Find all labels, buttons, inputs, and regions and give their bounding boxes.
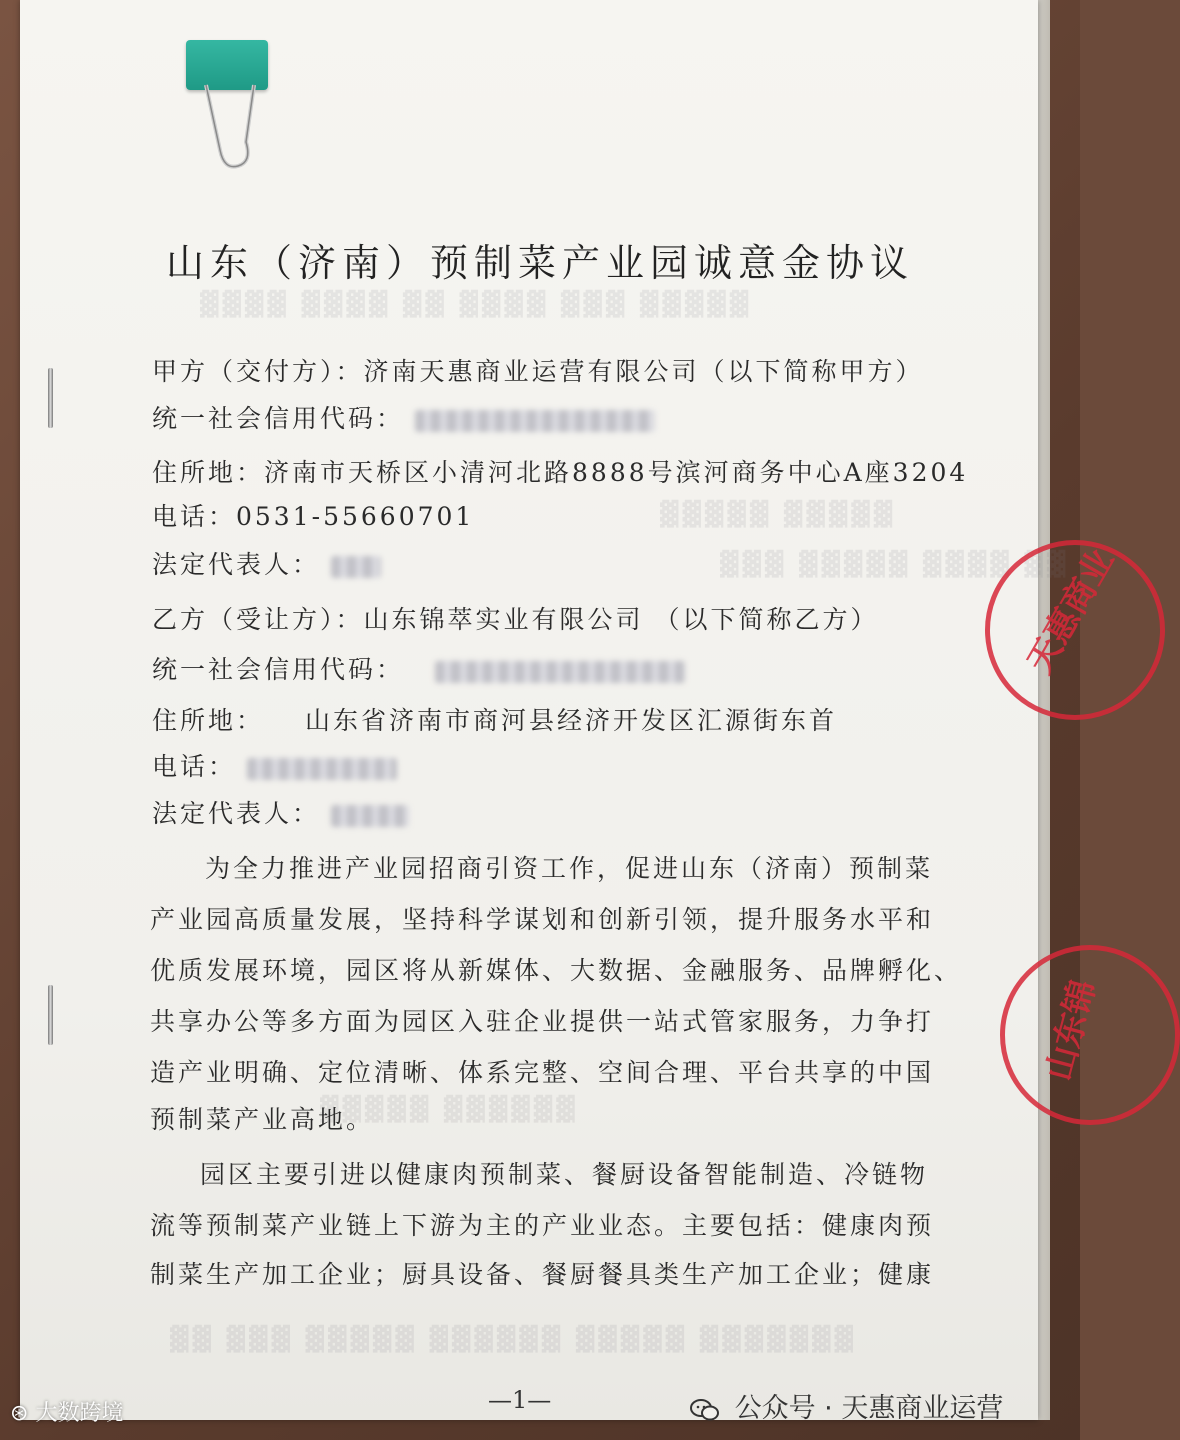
paragraph1-line: 造产业明确、定位清晰、体系完整、空间合理、平台共享的中国 xyxy=(150,1058,935,1087)
party-a-credit-code-row xyxy=(152,399,655,435)
show-through-text: ▓▓▓▓▓ ▓▓▓▓▓▓ xyxy=(320,1095,579,1123)
page-number: —1— xyxy=(488,1386,552,1414)
paragraph2-line: 流等预制菜产业链上下游为主的产业业态。主要包括：健康肉预 xyxy=(150,1211,935,1240)
party-a-address-line: 住所地：济南市天桥区小清河北路8888号滨河商务中心A座3204 xyxy=(152,458,969,487)
paragraph1-line: 优质发展环境，园区将从新媒体、大数据、金融服务、品牌孵化、 xyxy=(150,956,963,985)
redacted-representative xyxy=(331,556,381,578)
party-a-credit-code-label: 统一社会信用代码： xyxy=(152,404,405,433)
paragraph1-line: 共享办公等多方面为园区入驻企业提供一站式管家服务，力争打 xyxy=(150,1007,935,1036)
party-a-name-line: 甲方（交付方）：济南天惠商业运营有限公司（以下简称甲方） xyxy=(152,357,924,386)
redacted-phone xyxy=(247,758,397,780)
binder-clip-handle xyxy=(196,80,266,175)
party-a-phone-line: 电话：0531-55660701 xyxy=(152,502,475,531)
show-through-text: ▓▓▓▓ ▓▓▓▓ ▓▓ ▓▓▓▓ ▓▓▓ ▓▓▓▓▓ xyxy=(200,290,753,318)
paragraph1-line: 为全力推进产业园招商引资工作，促进山东（济南）预制菜 xyxy=(205,854,934,883)
paragraph2-line: 制菜生产加工企业；厨具设备、餐厨餐具类生产加工企业；健康 xyxy=(150,1260,935,1289)
source-watermark xyxy=(10,1396,123,1427)
redacted-credit-code xyxy=(435,661,685,683)
show-through-text: ▓▓▓ ▓▓▓▓▓ ▓▓▓▓ ▓▓ xyxy=(720,550,1070,578)
party-a-representative-label: 法定代表人： xyxy=(152,550,321,579)
party-b-representative-label: 法定代表人： xyxy=(152,799,321,828)
paragraph1-line: 预制菜产业高地。 xyxy=(150,1105,375,1134)
staple xyxy=(48,985,53,1045)
company-seal-top: 天惠商业 xyxy=(985,540,1165,720)
staple xyxy=(48,368,53,428)
wechat-watermark-text: 公众号 · 天惠商业运营 xyxy=(734,1393,1004,1424)
paragraph2-line: 园区主要引进以健康肉预制菜、餐厨设备智能制造、冷链物 xyxy=(200,1160,929,1189)
party-a-representative-row xyxy=(152,545,381,581)
party-b-phone-label: 电话： xyxy=(152,752,237,781)
document-title: 山东（济南）预制菜产业园诚意金协议 xyxy=(165,241,914,285)
party-b-credit-code-label: 统一社会信用代码： xyxy=(152,655,405,684)
source-watermark-text: 大数跨境 xyxy=(35,1401,124,1426)
party-b-name-line: 乙方（受让方）：山东锦萃实业有限公司 （以下简称乙方） xyxy=(152,605,879,634)
redacted-representative xyxy=(331,805,409,827)
paragraph1-line: 产业园高质量发展，坚持科学谋划和创新引领，提升服务水平和 xyxy=(150,905,935,934)
show-through-text: ▓▓▓▓▓ ▓▓▓▓▓ xyxy=(660,500,897,528)
party-b-address-value: 山东省济南市商河县经济开发区汇源街东首 xyxy=(304,706,837,735)
party-b-phone-row xyxy=(152,747,397,783)
wechat-icon xyxy=(690,1398,720,1422)
party-b-address-label: 住所地： xyxy=(152,706,265,735)
party-b-address-row xyxy=(152,701,837,737)
party-b-credit-code-row xyxy=(152,650,685,686)
watermark-logo-icon: ⊛ xyxy=(10,1401,29,1426)
redacted-credit-code xyxy=(415,410,655,432)
show-through-text: ▓▓ ▓▓▓ ▓▓▓▓▓ ▓▓▓▓▓▓ ▓▓▓▓▓ ▓▓▓▓▓▓▓ xyxy=(170,1325,857,1353)
company-seal-bottom: 山东锦 xyxy=(1000,945,1180,1125)
party-b-representative-row xyxy=(152,794,409,830)
wechat-watermark xyxy=(690,1386,1003,1425)
